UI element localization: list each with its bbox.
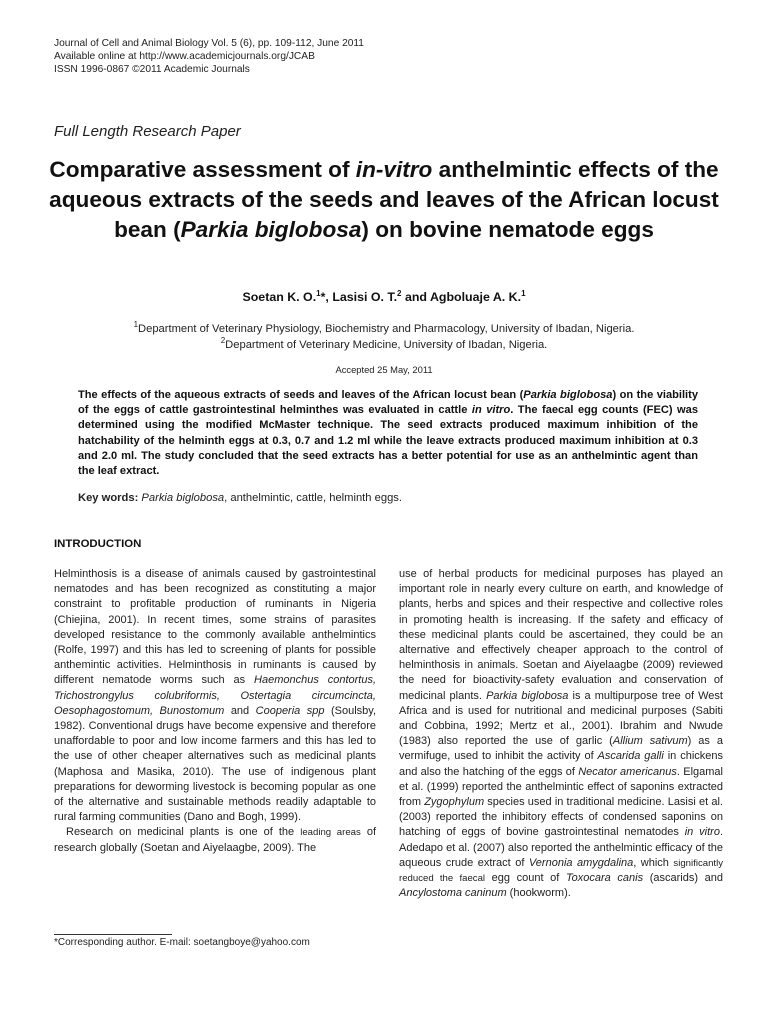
abstract-text: ) on the viability of the eggs of cattle gastrointestinal helminthes was evaluated in cattle [78,389,699,417]
affiliation-line [40,321,728,337]
title-italic: in-vitro [355,157,433,182]
affiliation-text: Department of Veterinary Medicine, University of Ibadan, Nigeria. [225,339,548,351]
body-text: (hookworm). [506,887,571,900]
left-column [54,567,376,856]
affiliation-marker: 1 [316,289,321,298]
title-text: anthelmintic effects of the aqueous extracts of the seeds and leaves of the African locust bean ( [49,157,719,242]
body-italic: Ascarida galli [597,750,664,763]
availability-line: Available online at http://www.academicjournals.org/JCAB [54,50,315,62]
body-italic: Toxocara canis [565,872,644,885]
keywords [78,492,698,504]
right-column [399,567,723,901]
footnote-divider [54,934,172,935]
journal-citation: Journal of Cell and Animal Biology Vol. 5 (6), pp. 109-112, June 2011 [54,38,364,49]
keyword-italic: Parkia biglobosa [141,492,225,504]
body-italic: Parkia biglobosa [486,689,569,702]
body-text: , which [633,856,674,869]
keywords-text: , anthelmintic, cattle, helminth eggs. [224,492,402,504]
body-text-small: significantly reduced the faecal [399,857,724,885]
body-italic: in vitro [684,826,720,839]
issn-line: ISSN 1996-0867 ©2011 Academic Journals [54,63,250,75]
body-italic: Ancylostoma caninum [399,887,507,900]
body-text: (ascarids) and [643,872,723,885]
abstract-italic: in vitro [471,404,511,417]
body-text: (Soulsby, 1982). Conventional drugs have become expensive and therefore unaffordable to poor and low income farmers and this has led to the use of other cheaper alternatives such as medicinal plants (Maphosa and Masika, 2010). The use of indigenous plant preparations for deworming livestock is becoming popular as one of the alternative and sustainable methods readily adaptable to rural farming communities (Dano and Bogh, 1999). [54,704,377,824]
body-text: and [224,704,256,717]
title-italic: Parkia biglobosa [180,217,362,242]
paragraph [54,825,376,855]
body-italic: Allium sativum [612,735,688,748]
body-text: of research globally (Soetan and Aiyelaagbe, 2009). The [54,826,377,854]
paragraph [399,567,723,901]
body-italic: Vernonia amygdalina [528,856,634,869]
affiliation-number: 1 [133,320,139,329]
author-name: Soetan K. O. [242,290,317,304]
body-italic: Necator americanus [578,765,677,778]
abstract-text: The effects of the aqueous extracts of seeds and leaves of the African locust bean ( [78,389,524,401]
body-text: Helminthosis is a disease of animals caused by gastrointestinal nematodes and has been recognized as constituting a major constraint to profitable production of ruminants in Nigeria (Chiejina, 2001). In recent times, some strains of parasites developed resistance to the commonly available anthelmintics (Rolfe, 1997) and this has led to screening of plants for possible anthemintic activities. Helminthosis in ruminants is caused by different nematode worms such as [54,568,376,687]
affiliation-marker: 1 [521,289,526,298]
body-italic: Haemonchus contortus, Trichostrongylus colubriformis, Ostertagia circumcincta, Oesophagostomum, Bunostomum [54,674,377,717]
body-text: is a multipurpose tree of West Africa and is used for nutritional and medicinal purposes (Sabiti and Cobbina, 1992; Mertz et al., 2001). Ibrahim and Nwude (1983) also reported the use of garlic ( [399,689,723,748]
author-name: Lasisi O. T. [332,290,398,304]
title-text: ) on bovine nematode eggs [361,217,654,242]
abstract-text: . The faecal egg counts (FEC) was determined using the modified McMaster technique. The seed extracts produced maximum inhibition of the hatchability of the helminth eggs at 0.3, 0.7 and 1.2 ml while the leave extracts produced maximum inhibition at 0.3 and 2.0 ml. The study concluded that the seed extracts has a better potential for use as an anthelmintic agent than the leaf extract. [78,404,699,478]
body-text: in chickens and also the hatching of the eggs of [399,750,723,778]
author-name: and Agboluaje A. K. [401,290,522,304]
body-text: . Elgamal et al. (1999) reported the anthelmintic effect of saponins extracted from [399,765,723,809]
corresponding-author-footnote: *Corresponding author. E-mail: soetangboye@yahoo.com [54,937,310,948]
author-list [40,290,728,304]
affiliation-line [40,337,728,353]
affiliation-text: Department of Veterinary Physiology, Biochemistry and Pharmacology, University of Ibadan, Nigeria. [138,323,635,335]
body-italic: Zygophylum [424,796,485,809]
paper-title [40,155,728,245]
body-italic: Cooperia spp [255,704,325,717]
accepted-date: Accepted 25 May, 2011 [335,364,433,375]
body-text: species used in traditional medicine. Lasisi et al. (2003) reported the inhibitory effects of condensed saponins on hatching of eggs of bovine gastrointestinal nematodes [399,796,723,839]
body-text: . Adedapo et al. (2007) also reported the anthelmintic efficacy of the aqueous crude extract of [399,826,723,869]
affiliations [40,321,728,353]
body-text: egg count of [485,872,566,885]
body-text-small: leading areas [300,827,361,839]
abstract [78,388,698,479]
body-text: ) as a vermifuge, used to inhibit the activity of [399,735,723,763]
affiliation-number: 2 [220,336,226,345]
section-heading: INTRODUCTION [54,538,142,550]
affiliation-marker: 2 [397,289,402,298]
abstract-italic: Parkia biglobosa [523,389,613,401]
corresponding-marker: *, [320,290,333,304]
body-text: use of herbal products for medicinal purposes has played an important role in nearly every culture on earth, and knowledge of plants, herbs and spices and their respective and collective roles in promoting health is increasing. If the safety and efficacy of these medicinal plants could be ascertained, they could be an alternative and effectively cheaper approach to the control of helminthosis in animals. Soetan and Aiyelaagbe (2009) reviewed the need for bioactivity-safety evaluation and conservation of medicinal plants. [399,568,723,702]
body-text: Research on medicinal plants is one of the [66,826,301,839]
paragraph [54,567,376,825]
journal-header [54,38,364,76]
paper-type: Full Length Research Paper [54,123,241,140]
keywords-label: Key words: [78,492,139,504]
title-text: Comparative assessment of [49,157,356,182]
